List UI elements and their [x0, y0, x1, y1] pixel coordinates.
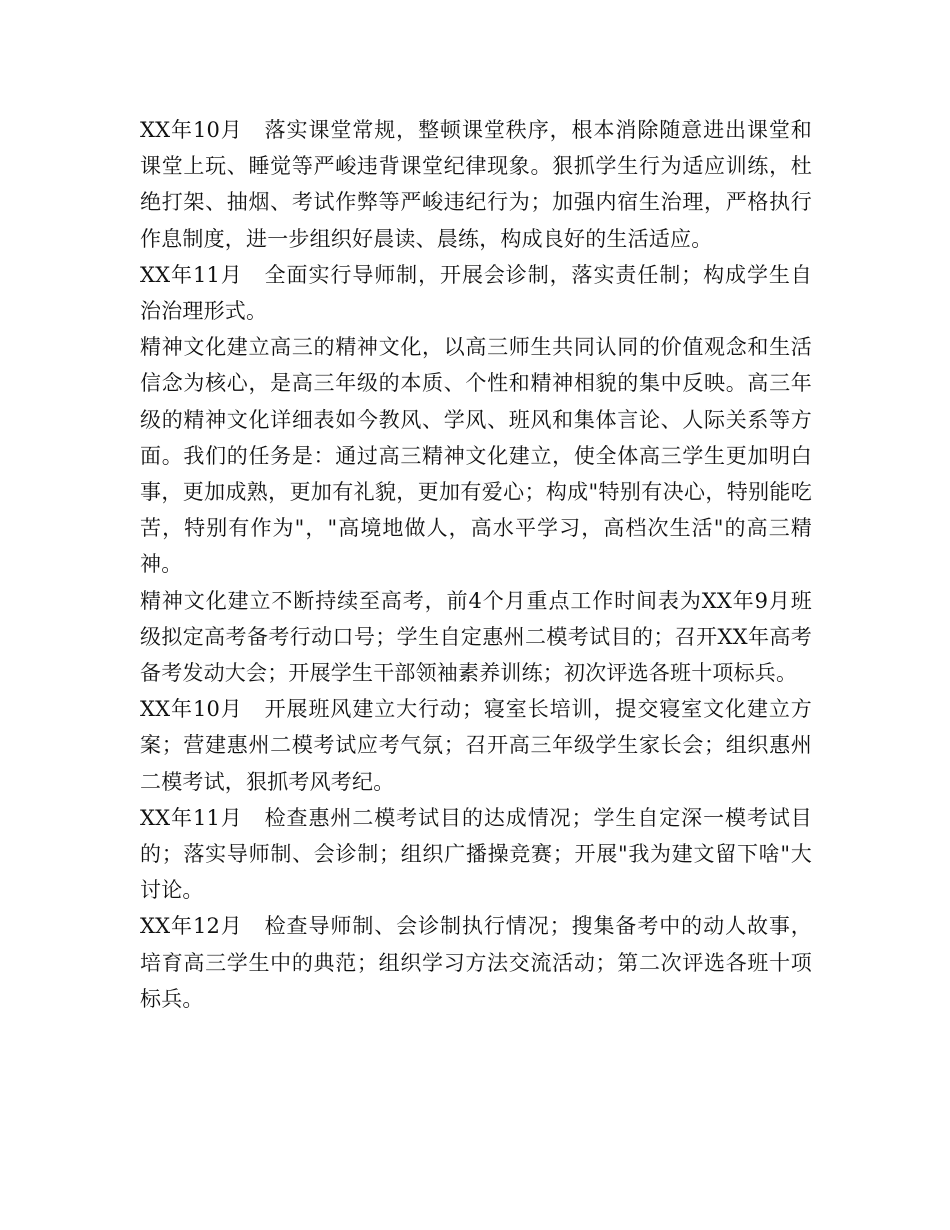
paragraph-7: XX年12月 检查导师制、会诊制执行情况；搜集备考中的动人故事，培育高三学生中的典范；组织学习方法交流活动；第二次评选各班十项标兵。 — [140, 914, 812, 1011]
document-body — [140, 112, 812, 1017]
paragraph-6: XX年11月 检查惠州二模考试目的达成情况；学生自定深一模考试目的；落实导师制、会诊制；组织广播操竞赛；开展"我为建文留下啥"大讨论。 — [140, 805, 812, 903]
paragraph-2: XX年11月 全面实行导师制，开展会诊制，落实责任制；构成学生自治治理形式。 — [140, 262, 812, 324]
paragraph-1: XX年10月 落实课堂常规，整顿课堂秩序，根本消除随意进出课堂和课堂上玩、睡觉等严峻违背课堂纪律现象。狠抓学生行为适应训练，杜绝打架、抽烟、考试作弊等严峻违纪行为；加强内宿生治理，严格执行作息制度，进一步组织好晨读、晨练，构成良好的生活适应。 — [140, 118, 812, 251]
paragraph-4: 精神文化建立不断持续至高考，前4个月重点工作时间表为XX年9月班级拟定高考备考行动口号；学生自定惠州二模考试目的；召开XX年高考备考发动大会；开展学生干部领袖素养训练；初次评选各班十项标兵。 — [140, 588, 812, 686]
paragraph-5: XX年10月 开展班风建立大行动；寝室长培训，提交寝室文化建立方案；营建惠州二模考试应考气氛；召开高三年级学生家长会；组织惠州二模考试，狠抓考风考纪。 — [140, 697, 812, 794]
paragraph-3: 精神文化建立高三的精神文化，以高三师生共同认同的价值观念和生活信念为核心，是高三年级的本质、个性和精神相貌的集中反映。高三年级的精神文化详细表如今教风、学风、班风和集体言论、人际关系等方面。我们的任务是：通过高三精神文化建立，使全体高三学生更加明白事，更加成熟，更加有礼貌，更加有爱心；构成"特别有决心，特别能吃苦，特别有作为"，"高境地做人，高水平学习，高档次生活"的高三精神。 — [140, 335, 812, 577]
